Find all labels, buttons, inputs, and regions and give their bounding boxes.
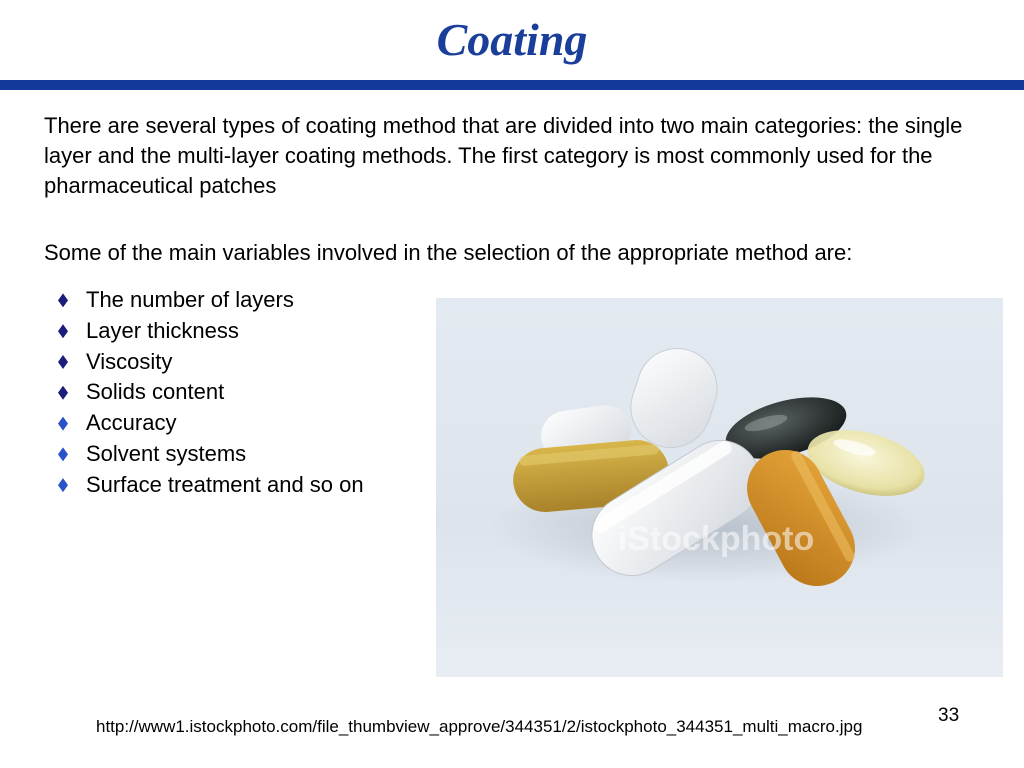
diamond-bullet-icon — [58, 386, 68, 400]
list-item-label: The number of layers — [86, 287, 294, 312]
list-item-label: Accuracy — [86, 410, 177, 436]
list-item — [58, 316, 364, 347]
diamond-bullet-icon — [58, 293, 68, 307]
variables-list — [58, 285, 364, 501]
list-item-label: Layer thickness — [86, 317, 239, 343]
diamond-bullet-icon — [58, 447, 68, 461]
slide-title: Coating — [436, 14, 588, 65]
diamond-bullet-icon — [58, 417, 68, 431]
white-oval-tablet — [621, 338, 728, 458]
intro-paragraph: There are several types of coating method that are divided into two main categories: the single layer and the multi-layer coating methods. The first category is most commonly used for the pharmaceutical patches — [44, 113, 963, 198]
image-source-url: http://www1.istockphoto.com/file_thumbview_approve/344351/2/istockphoto_344351_multi_macro.jpg — [96, 717, 863, 736]
title-underline-rule — [0, 80, 1024, 90]
variables-intro-paragraph: Some of the main variables involved in the selection of the appropriate method are: — [44, 240, 853, 265]
list-item-label: Viscosity — [86, 348, 173, 374]
list-item — [58, 408, 364, 439]
list-item — [58, 470, 364, 501]
watermark-text: iStockphoto — [617, 520, 815, 558]
list-item-label: Solids content — [86, 379, 225, 405]
list-item — [58, 439, 364, 470]
diamond-bullet-icon — [58, 478, 68, 492]
list-item — [58, 285, 364, 316]
pills-illustration — [436, 298, 1003, 677]
pills-photo — [436, 298, 1003, 677]
diamond-bullet-icon — [58, 355, 68, 369]
list-item — [58, 377, 364, 408]
diamond-bullet-icon — [58, 324, 68, 338]
page-number: 33 — [938, 705, 960, 726]
list-item — [58, 347, 364, 378]
list-item-label: Surface treatment and so on — [86, 471, 364, 497]
list-item-label: Solvent systems — [86, 440, 247, 466]
